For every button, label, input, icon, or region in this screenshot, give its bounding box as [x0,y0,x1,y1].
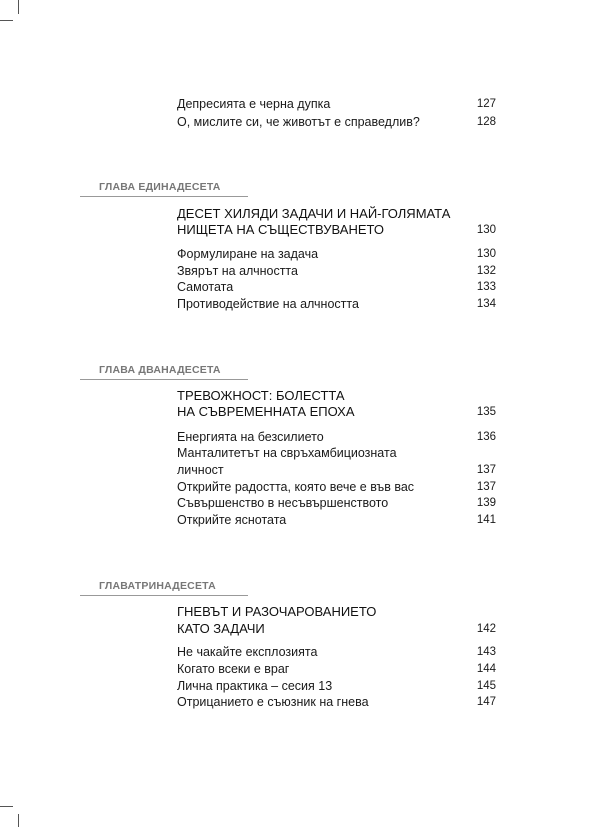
chapter-title-line1[interactable]: ТРЕВОЖНОСТ: БОЛЕСТТА [177,388,345,403]
toc-entry-title: Формулиране на задача [177,247,319,261]
toc-entry-page: 144 [476,663,496,675]
toc-entry[interactable] [177,694,496,710]
toc-entry-title: Открийте радостта, която вече е във вас [177,480,415,494]
toc-entry-page: 147 [476,696,496,708]
toc-entry[interactable] [177,445,496,461]
toc-entry-title: Когато всеки е враг [177,662,290,676]
toc-entry-title: О, мислите си, че животът е справедлив? [177,115,420,129]
chapter-rule [80,595,248,596]
toc-entry[interactable] [177,429,496,445]
toc-entry-page: 143 [476,646,496,658]
toc-entry[interactable] [177,495,496,511]
toc-entry[interactable] [177,661,496,677]
toc-entry[interactable] [177,279,496,295]
chapter-rule [80,379,248,380]
toc-entry-page: 139 [476,497,496,509]
chapter-rule [80,196,248,197]
toc-entry[interactable] [177,246,496,262]
crop-mark-top-left-h [0,20,13,21]
toc-entry-title: Депресията е черна дупка [177,97,331,111]
chapter-title-line1[interactable]: ДЕСЕТ ХИЛЯДИ ЗАДАЧИ И НАЙ-ГОЛЯМАТА [177,206,451,221]
toc-entry-title: Отрицанието е съюзник на гнева [177,695,369,709]
toc-entry[interactable] [177,296,496,312]
chapter-title-line2[interactable]: КАТО ЗАДАЧИ [177,621,265,636]
toc-entry[interactable] [177,462,496,478]
toc-entry[interactable] [177,263,496,279]
toc-entry-page: 132 [476,265,496,277]
toc-entry-title: Звярът на алчността [177,264,298,278]
toc-entry[interactable] [177,512,496,528]
toc-entry-page: 130 [476,248,496,260]
chapter-title-line1[interactable]: ГНЕВЪТ И РАЗОЧАРОВАНИЕТО [177,604,377,619]
toc-entry-page: 128 [476,116,496,128]
toc-entry-page: 133 [476,281,496,293]
toc-entry[interactable] [177,479,496,495]
chapter-title-page: 135 [476,406,496,418]
toc-entry-page: 134 [476,298,496,310]
toc-entry-title: Енергията на безсилието [177,430,324,444]
toc-entry-title: Противодействие на алчността [177,297,359,311]
toc-entry[interactable] [177,96,496,112]
toc-entry-title: Лична практика – сесия 13 [177,679,333,693]
toc-entry[interactable] [177,114,496,130]
toc-entry-title: Не чакайте експлозията [177,645,318,659]
toc-entry-page: 136 [476,431,496,443]
chapter-title-line2[interactable]: НИЩЕТА НА СЪЩЕСТВУВАНЕТО [177,222,384,237]
toc-entry-page: 127 [476,98,496,110]
toc-entry[interactable] [177,644,496,660]
chapter-label: ГЛАВАТРИНАДЕСЕТА [99,580,216,592]
toc-entry-title: Манталитетът на свръхамбициозната [177,446,397,460]
crop-mark-top-left [18,0,19,14]
chapter-title-line2[interactable]: НА СЪВРЕМЕННАТА ЕПОХА [177,404,355,419]
crop-mark-bottom-left-h [0,806,13,807]
toc-entry[interactable] [177,678,496,694]
toc-entry-title: Открийте яснотата [177,513,287,527]
toc-entry-page: 137 [476,481,496,493]
toc-entry-page: 141 [476,514,496,526]
toc-entry-title: личност [177,463,224,477]
toc-entry-title: Самотата [177,280,234,294]
chapter-title-page: 142 [476,623,496,635]
chapter-title-page: 130 [476,224,496,236]
toc-entry-page: 137 [476,464,496,476]
chapter-label: ГЛАВА ЕДИНАДЕСЕТА [99,181,221,193]
chapter-label: ГЛАВА ДВАНАДЕСЕТА [99,364,221,376]
crop-mark-bottom-left [18,814,19,827]
toc-entry-title: Съвършенство в несъвършенството [177,496,389,510]
toc-entry-page: 145 [476,680,496,692]
